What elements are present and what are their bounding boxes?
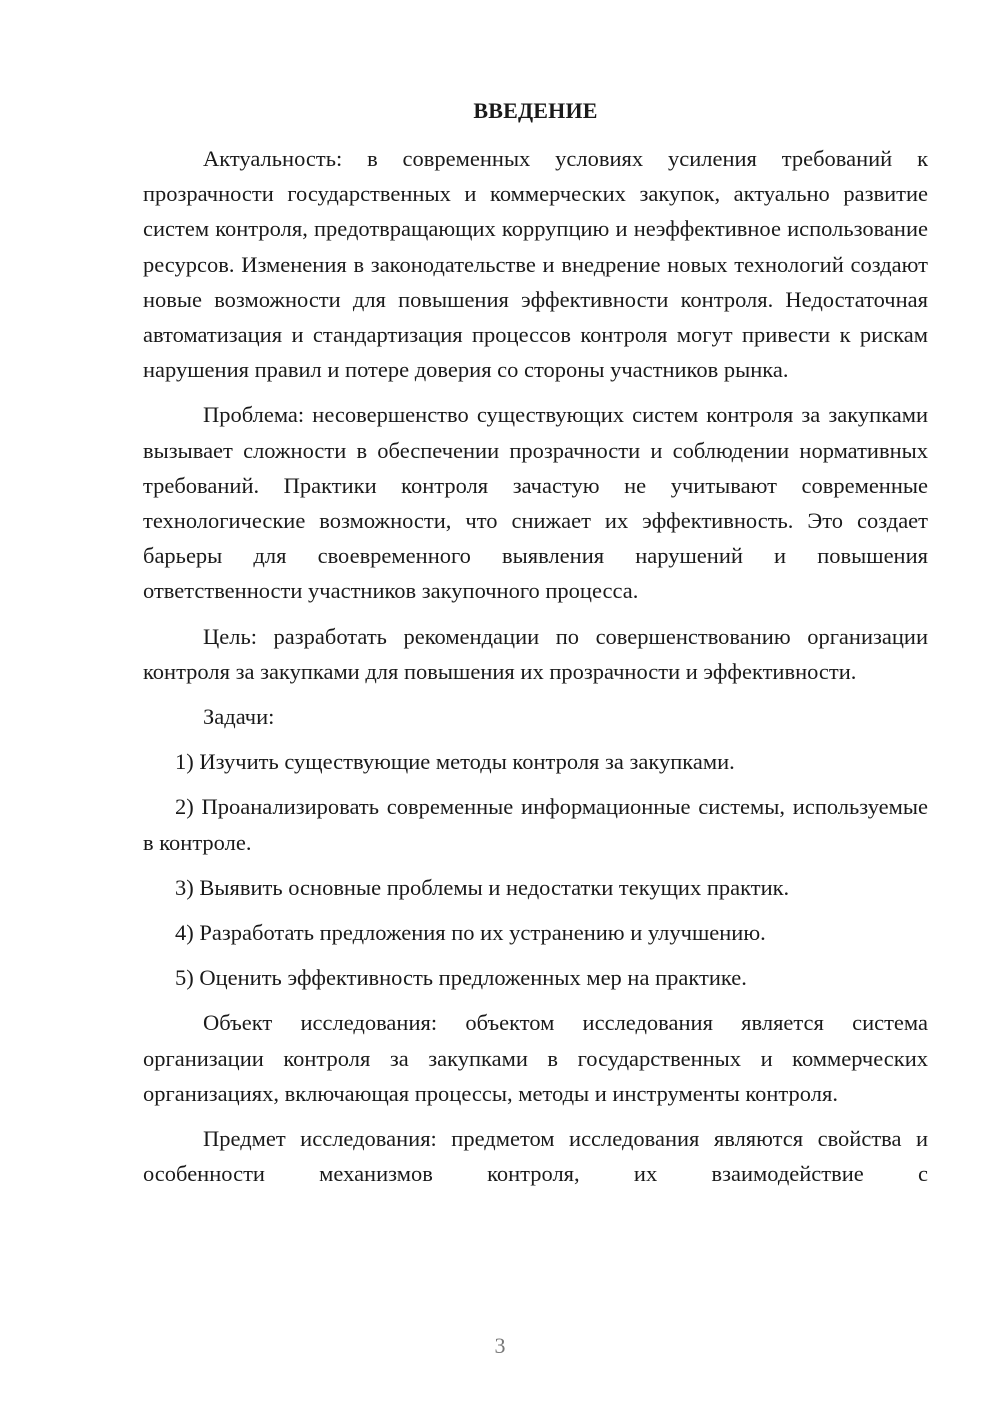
object-paragraph: Объект исследования: объектом исследования является система организации контроля за закупками в государственных и коммерческих организациях, включающая процессы, методы и инструменты контроля. [143,1010,928,1106]
task-item: 4) Разработать предложения по их устранению и улучшению. [175,920,766,946]
task-item: 2) Проанализировать современные информационные системы, используемые в контроле. [143,794,928,855]
goal-paragraph: Цель: разработать рекомендации по совершенствованию организации контроля за закупками для повышения их прозрачности и эффективности. [143,623,928,684]
tasks-label: Задачи: [203,704,275,730]
section-title: ВВЕДЕНИЕ [473,98,598,123]
relevance-paragraph: Актуальность: в современных условиях усиления требований к прозрачности государственных и коммерческих закупок, актуально развитие систем контроля, предотвращающих коррупцию и неэффективное использование ресурсов. Изменения в законодательстве и внедрение новых технологий создают новые возможности для повышения эффективности контроля. Недостаточная автоматизация и стандартизация процессов контроля могут привести к рискам нарушения правил и потере доверия со стороны участников рынка. [143,146,928,383]
problem-paragraph: Проблема: несовершенство существующих систем контроля за закупками вызывает сложности в обеспечении прозрачности и соблюдении нормативных требований. Практики контроля зачастую не учитывают современные технологические возможности, что снижает их эффективность. Это создает барьеры для своевременного выявления нарушений и повышения ответственности участников закупочного процесса. [143,402,928,604]
page-content [143,94,928,1201]
task-item: 3) Выявить основные проблемы и недостатки текущих практик. [175,874,790,900]
page-number: 3 [494,1333,506,1358]
task-item: 5) Оценить эффективность предложенных мер на практике. [175,965,747,991]
subject-paragraph: Предмет исследования: предметом исследования являются свойства и особенности механизмов контроля, их взаимодействие с [143,1126,928,1187]
task-item: 1) Изучить существующие методы контроля за закупками. [175,749,735,775]
